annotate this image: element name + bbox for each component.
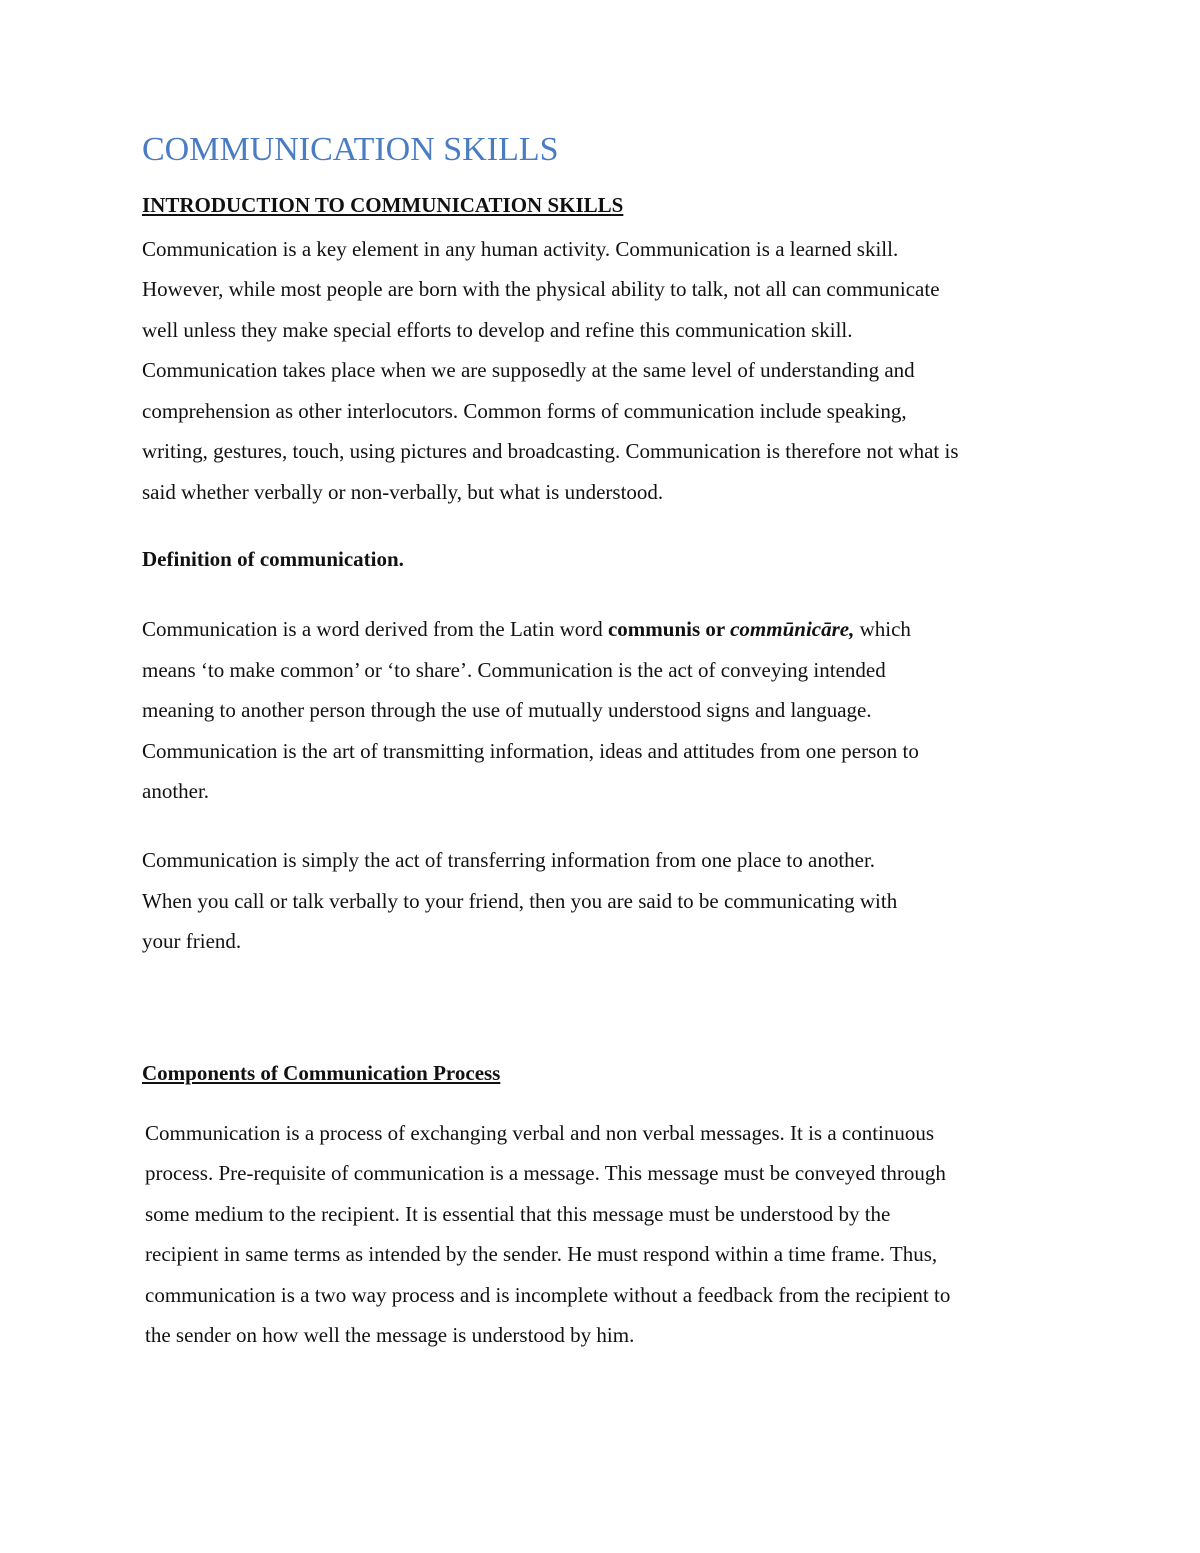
definition-line: Communication is the art of transmitting information, ideas and attitudes from one person to bbox=[142, 739, 919, 763]
latin-word-communis: communis or bbox=[607, 617, 731, 641]
definition-line: meaning to another person through the use of mutually understood signs and language. bbox=[142, 698, 872, 722]
intro-line: However, while most people are born with the physical ability to talk, not all can communicate bbox=[142, 277, 940, 301]
components-line: process. Pre-requisite of communication is a message. This message must be conveyed through bbox=[145, 1161, 946, 1185]
intro-line: Communication is a key element in any human activity. Communication is a learned skill. bbox=[142, 237, 899, 261]
intro-line: well unless they make special efforts to develop and refine this communication skill. bbox=[142, 318, 853, 342]
components-heading: Components of Communication Process bbox=[142, 1061, 501, 1085]
definition-line: means ‘to make common’ or ‘to share’. Communication is the act of conveying intended bbox=[142, 658, 886, 682]
intro-line: writing, gestures, touch, using pictures and broadcasting. Communication is therefore not what is bbox=[142, 439, 959, 463]
components-line: Communication is a process of exchanging verbal and non verbal messages. It is a continuous bbox=[145, 1121, 935, 1145]
definition-para2-line: your friend. bbox=[142, 929, 242, 953]
definition-line-1 bbox=[142, 616, 911, 642]
definition-line: another. bbox=[142, 779, 210, 803]
components-line: recipient in same terms as intended by the sender. He must respond within a time frame. Thus, bbox=[145, 1242, 938, 1266]
components-line: some medium to the recipient. It is essential that this message must be understood by the bbox=[145, 1202, 891, 1226]
definition-line-1-suffix: which bbox=[854, 617, 911, 641]
definition-line-1-prefix: Communication is a word derived from the Latin word bbox=[142, 617, 608, 641]
definition-para2-line: When you call or talk verbally to your friend, then you are said to be communicating with bbox=[142, 889, 898, 913]
definition-para2-line: Communication is simply the act of transferring information from one place to another. bbox=[142, 848, 876, 872]
intro-line: comprehension as other interlocutors. Common forms of communication include speaking, bbox=[142, 399, 907, 423]
intro-heading: INTRODUCTION TO COMMUNICATION SKILLS bbox=[142, 193, 624, 217]
latin-word-communicare: commūnicāre, bbox=[730, 617, 855, 641]
intro-line: said whether verbally or non-verbally, but what is understood. bbox=[142, 480, 664, 504]
components-line: communication is a two way process and is incomplete without a feedback from the recipient to bbox=[145, 1283, 951, 1307]
definition-heading: Definition of communication. bbox=[142, 547, 404, 571]
document-title: COMMUNICATION SKILLS bbox=[142, 131, 559, 168]
intro-line: Communication takes place when we are supposedly at the same level of understanding and bbox=[142, 358, 915, 382]
components-line: the sender on how well the message is understood by him. bbox=[145, 1323, 635, 1347]
